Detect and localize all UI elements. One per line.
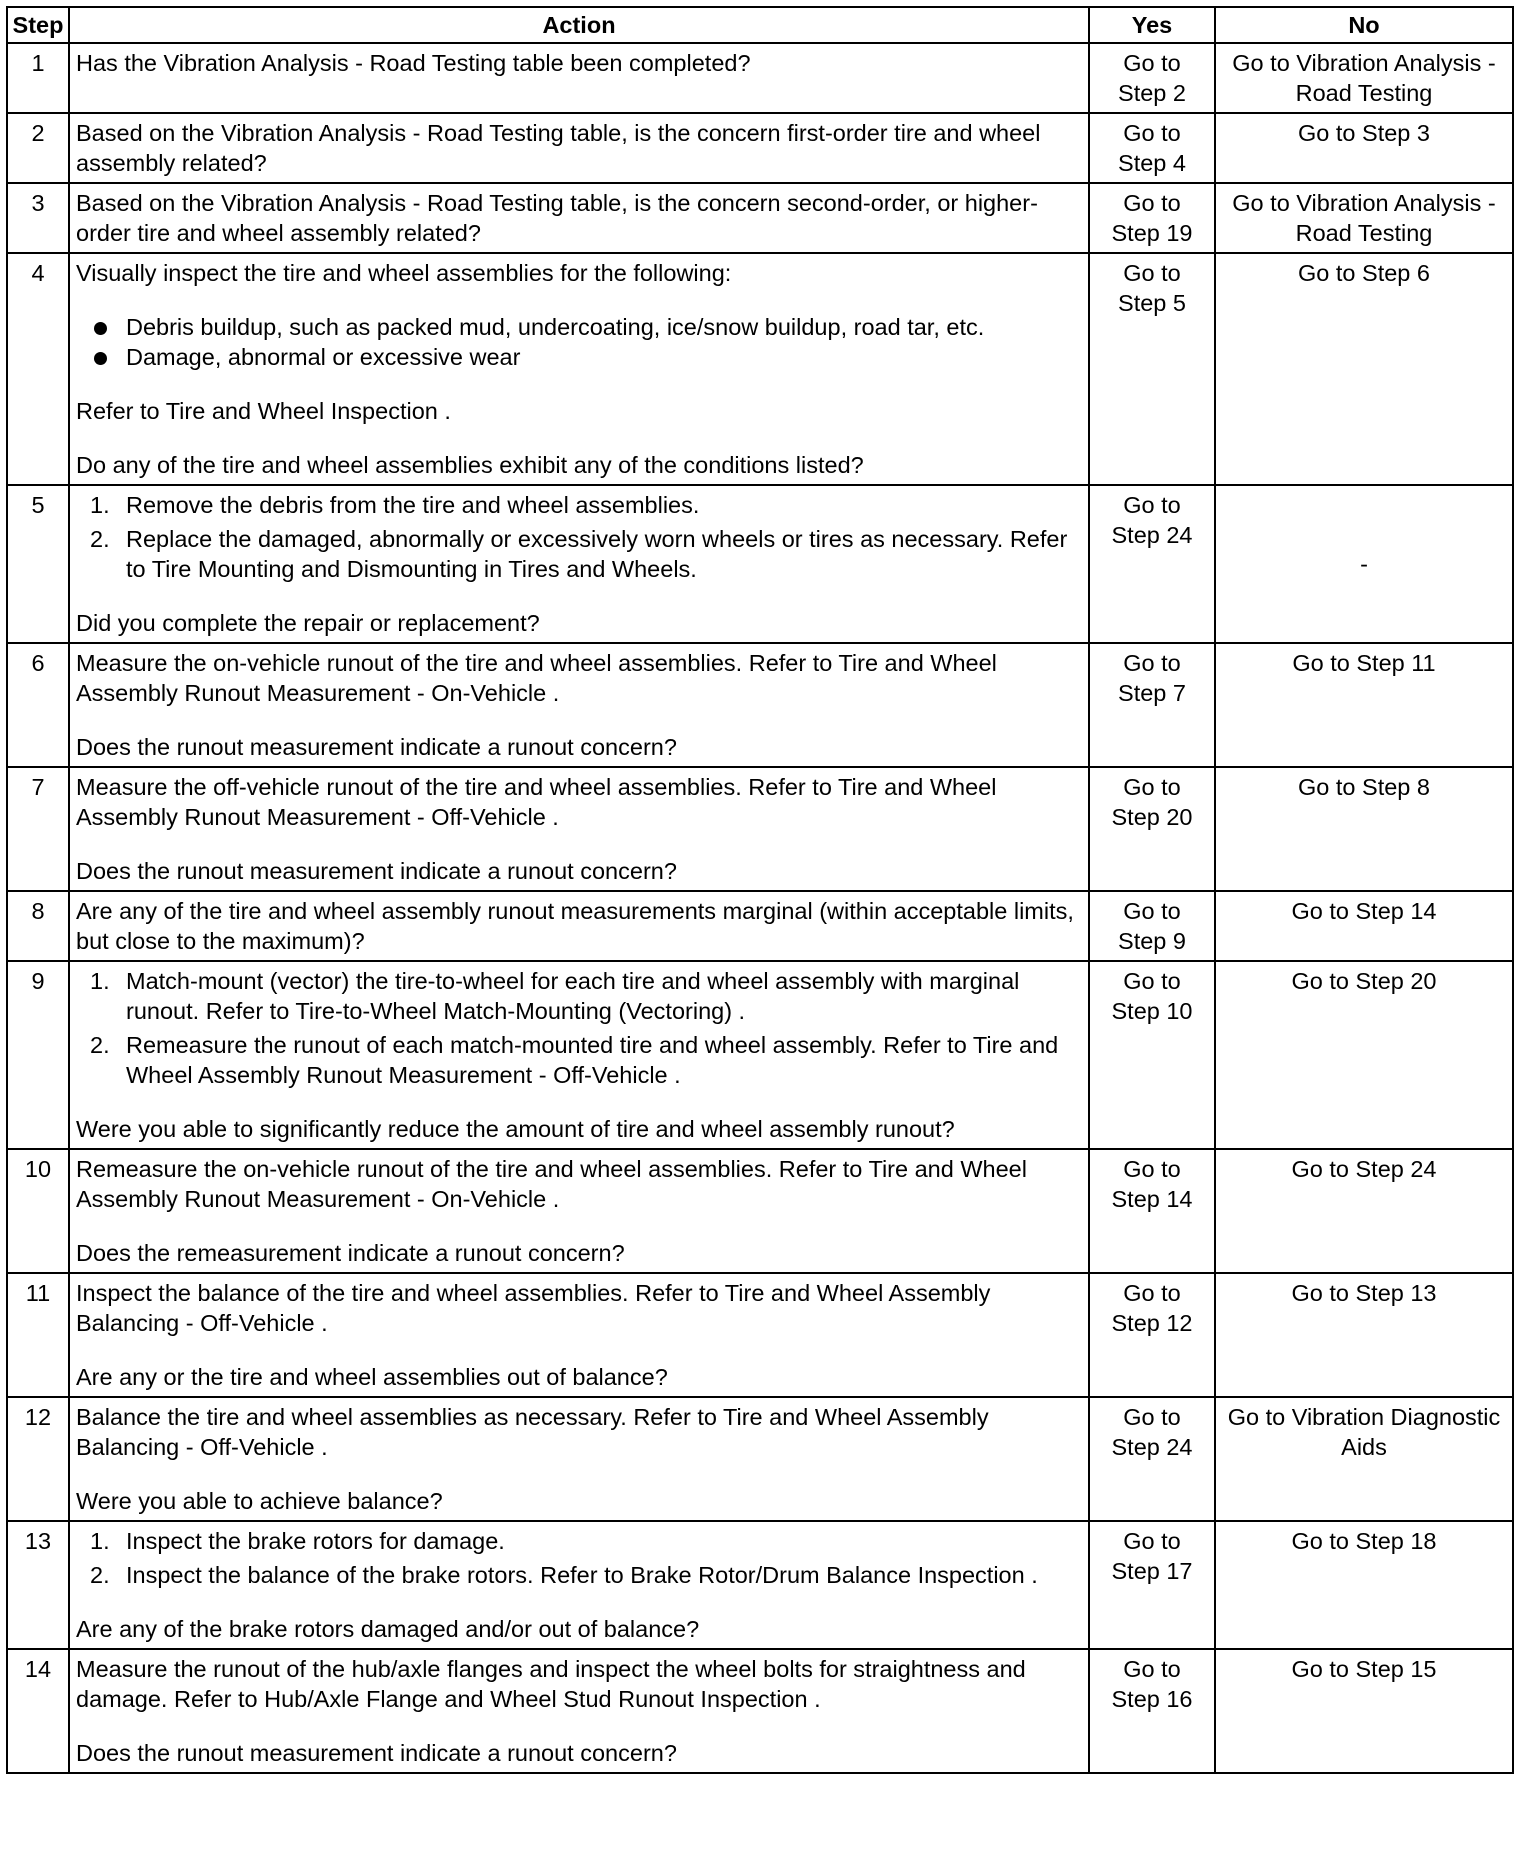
item-number: 2. <box>90 1032 110 1058</box>
list-item: Damage, abnormal or excessive wear <box>76 342 1082 372</box>
item-number: 1. <box>90 968 110 994</box>
yes-cell: Go to Step 19 <box>1089 183 1215 253</box>
header-action: Action <box>69 7 1089 43</box>
table-row <box>7 1149 1513 1273</box>
step-number: 10 <box>7 1149 69 1273</box>
action-cell <box>69 183 1089 253</box>
step-number: 4 <box>7 253 69 485</box>
action-question: Does the remeasurement indicate a runout concern? <box>76 1240 625 1266</box>
list-item <box>76 524 1082 584</box>
table-row <box>7 1521 1513 1649</box>
action-text: Based on the Vibration Analysis - Road Testing table, is the concern second-order, or higher-order tire and wheel assembly related? <box>76 190 1038 246</box>
action-text: Remeasure the on-vehicle runout of the tire and wheel assemblies. Refer to Tire and Wheel Assembly Runout Measurement - On-Vehicle . <box>76 1156 1027 1212</box>
action-refer: Refer to Tire and Wheel Inspection . <box>76 398 451 424</box>
action-text: Based on the Vibration Analysis - Road Testing table, is the concern first-order tire and wheel assembly related? <box>76 120 1041 176</box>
table-row <box>7 1649 1513 1773</box>
step-number: 6 <box>7 643 69 767</box>
yes-cell: Go to Step 14 <box>1089 1149 1215 1273</box>
table-row <box>7 485 1513 643</box>
yes-cell: Go to Step 16 <box>1089 1649 1215 1773</box>
item-text: Inspect the brake rotors for damage. <box>126 1528 505 1554</box>
action-cell <box>69 485 1089 643</box>
action-cell <box>69 1521 1089 1649</box>
action-question: Were you able to significantly reduce the amount of tire and wheel assembly runout? <box>76 1116 955 1142</box>
table-row <box>7 43 1513 113</box>
action-text: Balance the tire and wheel assemblies as necessary. Refer to Tire and Wheel Assembly Balancing - Off-Vehicle . <box>76 1404 989 1460</box>
no-cell: Go to Step 8 <box>1215 767 1513 891</box>
action-text: Measure the off-vehicle runout of the tire and wheel assemblies. Refer to Tire and Wheel Assembly Runout Measurement - Off-Vehicle . <box>76 774 997 830</box>
no-cell: Go to Step 20 <box>1215 961 1513 1149</box>
list-item <box>76 1526 1082 1556</box>
header-yes: Yes <box>1089 7 1215 43</box>
action-cell <box>69 891 1089 961</box>
action-text: Has the Vibration Analysis - Road Testing table been completed? <box>76 50 751 76</box>
table-row <box>7 891 1513 961</box>
item-number: 1. <box>90 492 110 518</box>
action-question: Does the runout measurement indicate a runout concern? <box>76 858 677 884</box>
action-question: Are any or the tire and wheel assemblies out of balance? <box>76 1364 668 1390</box>
list-item: Debris buildup, such as packed mud, undercoating, ice/snow buildup, road tar, etc. <box>76 312 1082 342</box>
action-cell <box>69 43 1089 113</box>
action-intro: Visually inspect the tire and wheel assemblies for the following: <box>76 260 732 286</box>
action-text: Are any of the tire and wheel assembly runout measurements marginal (within acceptable limits, but close to the maximum)? <box>76 898 1074 954</box>
step-number: 9 <box>7 961 69 1149</box>
no-cell: Go to Step 6 <box>1215 253 1513 485</box>
table-row <box>7 253 1513 485</box>
no-cell: Go to Step 11 <box>1215 643 1513 767</box>
list-item <box>76 966 1082 1026</box>
yes-cell: Go to Step 9 <box>1089 891 1215 961</box>
item-number: 2. <box>90 526 110 552</box>
no-cell: Go to Step 13 <box>1215 1273 1513 1397</box>
table-row <box>7 113 1513 183</box>
action-cell <box>69 1397 1089 1521</box>
procedure-list <box>76 966 1082 1090</box>
procedure-list <box>76 490 1082 584</box>
diagnostic-table <box>6 6 1514 1774</box>
action-cell <box>69 1649 1089 1773</box>
action-cell <box>69 767 1089 891</box>
step-number: 1 <box>7 43 69 113</box>
action-cell <box>69 1273 1089 1397</box>
step-number: 12 <box>7 1397 69 1521</box>
list-item <box>76 1030 1082 1090</box>
action-question: Did you complete the repair or replacement? <box>76 610 540 636</box>
no-cell: Go to Vibration Diagnostic Aids <box>1215 1397 1513 1521</box>
yes-cell: Go to Step 24 <box>1089 1397 1215 1521</box>
item-number: 2. <box>90 1562 110 1588</box>
procedure-list <box>76 1526 1082 1590</box>
item-number: 1. <box>90 1528 110 1554</box>
yes-cell: Go to Step 5 <box>1089 253 1215 485</box>
action-question: Does the runout measurement indicate a runout concern? <box>76 1740 677 1766</box>
step-number: 7 <box>7 767 69 891</box>
action-cell <box>69 643 1089 767</box>
table-row <box>7 1273 1513 1397</box>
yes-cell: Go to Step 24 <box>1089 485 1215 643</box>
step-number: 2 <box>7 113 69 183</box>
table-row <box>7 643 1513 767</box>
no-cell: Go to Vibration Analysis - Road Testing <box>1215 183 1513 253</box>
action-cell <box>69 253 1089 485</box>
action-question: Does the runout measurement indicate a runout concern? <box>76 734 677 760</box>
action-cell <box>69 113 1089 183</box>
item-text: Match-mount (vector) the tire-to-wheel for each tire and wheel assembly with marginal runout. Refer to Tire-to-Wheel Match-Mounting (Vectoring) . <box>126 968 1020 1024</box>
action-question: Are any of the brake rotors damaged and/or out of balance? <box>76 1616 700 1642</box>
step-number: 5 <box>7 485 69 643</box>
action-text: Inspect the balance of the tire and wheel assemblies. Refer to Tire and Wheel Assembly Balancing - Off-Vehicle . <box>76 1280 991 1336</box>
list-item <box>76 490 1082 520</box>
action-question: Were you able to achieve balance? <box>76 1488 443 1514</box>
no-cell: - <box>1215 485 1513 643</box>
no-cell: Go to Vibration Analysis - Road Testing <box>1215 43 1513 113</box>
no-cell: Go to Step 24 <box>1215 1149 1513 1273</box>
yes-cell: Go to Step 10 <box>1089 961 1215 1149</box>
table-row <box>7 183 1513 253</box>
table-row <box>7 1397 1513 1521</box>
action-cell <box>69 961 1089 1149</box>
step-number: 13 <box>7 1521 69 1649</box>
yes-cell: Go to Step 4 <box>1089 113 1215 183</box>
header-row <box>7 7 1513 43</box>
list-item <box>76 1560 1082 1590</box>
step-number: 3 <box>7 183 69 253</box>
table-row <box>7 767 1513 891</box>
step-number: 11 <box>7 1273 69 1397</box>
item-text: Remeasure the runout of each match-mounted tire and wheel assembly. Refer to Tire and Wheel Assembly Runout Measurement - Off-Vehicle . <box>126 1032 1059 1088</box>
action-question: Do any of the tire and wheel assemblies exhibit any of the conditions listed? <box>76 452 864 478</box>
action-cell <box>69 1149 1089 1273</box>
condition-list <box>76 312 1082 372</box>
no-cell: Go to Step 14 <box>1215 891 1513 961</box>
yes-cell: Go to Step 20 <box>1089 767 1215 891</box>
yes-cell: Go to Step 2 <box>1089 43 1215 113</box>
table-row <box>7 961 1513 1149</box>
item-text: Replace the damaged, abnormally or excessively worn wheels or tires as necessary. Refer to Tire Mounting and Dismounting in Tires and Wheels. <box>126 526 1068 582</box>
yes-cell: Go to Step 12 <box>1089 1273 1215 1397</box>
item-text: Remove the debris from the tire and wheel assemblies. <box>126 492 700 518</box>
no-cell: Go to Step 3 <box>1215 113 1513 183</box>
yes-cell: Go to Step 7 <box>1089 643 1215 767</box>
yes-cell: Go to Step 17 <box>1089 1521 1215 1649</box>
action-text: Measure the runout of the hub/axle flanges and inspect the wheel bolts for straightness and damage. Refer to Hub/Axle Flange and Wheel Stud Runout Inspection . <box>76 1656 1026 1712</box>
action-text: Measure the on-vehicle runout of the tire and wheel assemblies. Refer to Tire and Wheel Assembly Runout Measurement - On-Vehicle . <box>76 650 997 706</box>
step-number: 14 <box>7 1649 69 1773</box>
header-step: Step <box>7 7 69 43</box>
item-text: Inspect the balance of the brake rotors. Refer to Brake Rotor/Drum Balance Inspection . <box>126 1562 1038 1588</box>
no-cell: Go to Step 18 <box>1215 1521 1513 1649</box>
no-cell: Go to Step 15 <box>1215 1649 1513 1773</box>
header-no: No <box>1215 7 1513 43</box>
step-number: 8 <box>7 891 69 961</box>
